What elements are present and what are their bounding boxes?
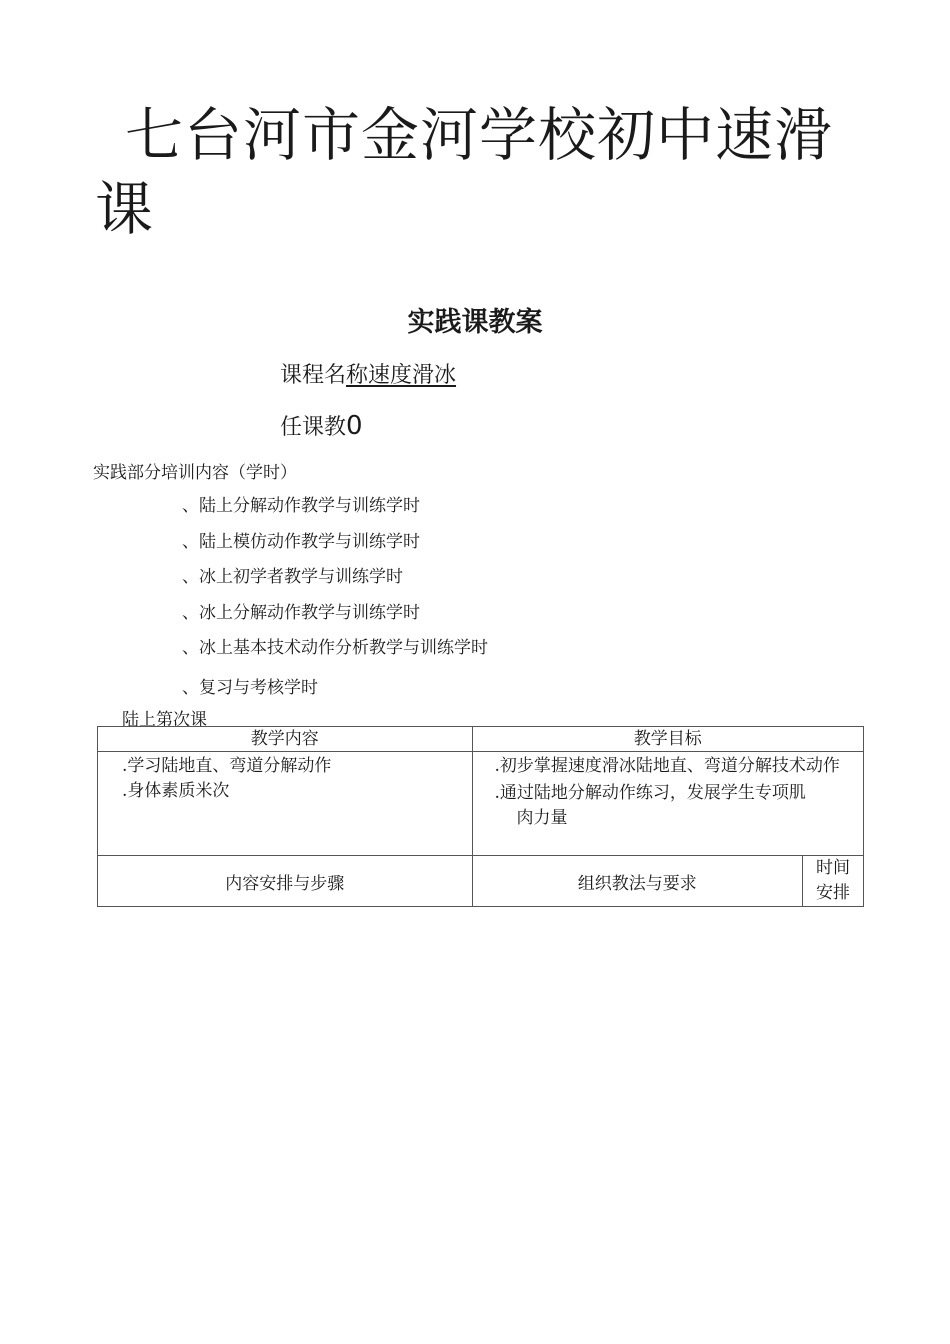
list-item: 、冰上初学者教学与训练学时 — [182, 567, 403, 588]
teaching-goals-cell — [472, 752, 864, 856]
teacher-label: 任课教 — [280, 415, 347, 440]
table-header-row — [98, 727, 864, 752]
course-name-line — [280, 358, 456, 389]
training-section-heading: 实践部分培训内容（学时） — [93, 463, 297, 483]
goal-item: .初步掌握速度滑冰陆地直、弯道分解技术动作 — [494, 756, 840, 776]
course-label: 课程名 — [280, 363, 347, 388]
goal-item — [487, 781, 854, 831]
lesson-label: 陆上第次课 — [122, 710, 207, 730]
table-row — [98, 856, 864, 907]
time-header — [803, 856, 864, 907]
teaching-content-cell — [98, 752, 473, 856]
content-item: .学习陆地直、弯道分解动作 — [122, 756, 332, 776]
list-item: 、陆上分解动作教学与训练学时 — [182, 496, 420, 516]
goal-item-line: .通过陆地分解动作练习，发展学生专项肌 — [494, 783, 806, 803]
list-item: 、陆上模仿动作教学与训练学时 — [182, 531, 420, 552]
arrangement-header: 内容安排与步骤 — [98, 856, 473, 907]
content-item: .身体素质米次 — [122, 781, 230, 801]
lesson-plan-table — [97, 726, 864, 907]
teacher-value: 0 — [346, 411, 363, 441]
course-name-value: 称速度滑冰 — [346, 363, 457, 388]
header-teaching-goals: 教学目标 — [472, 727, 864, 752]
time-header-line: 安排 — [816, 883, 851, 903]
method-header: 组织教法与要求 — [472, 856, 803, 907]
document-title: 七台河市金河学校初中速滑课 — [95, 101, 834, 243]
list-item: 、冰上基本技术动作分析教学与训练学时 — [182, 638, 488, 659]
training-list — [182, 494, 488, 712]
list-item: 、冰上分解动作教学与训练学时 — [182, 602, 420, 623]
teacher-line — [280, 410, 363, 441]
header-teaching-content: 教学内容 — [98, 727, 473, 752]
time-header-line: 时间 — [816, 858, 851, 878]
table-row — [98, 752, 864, 856]
document-subtitle: 实践课教案 — [407, 307, 543, 338]
list-item: 、复习与考核学时 — [182, 677, 318, 698]
goal-item-continuation: 肉力量 — [516, 808, 568, 828]
